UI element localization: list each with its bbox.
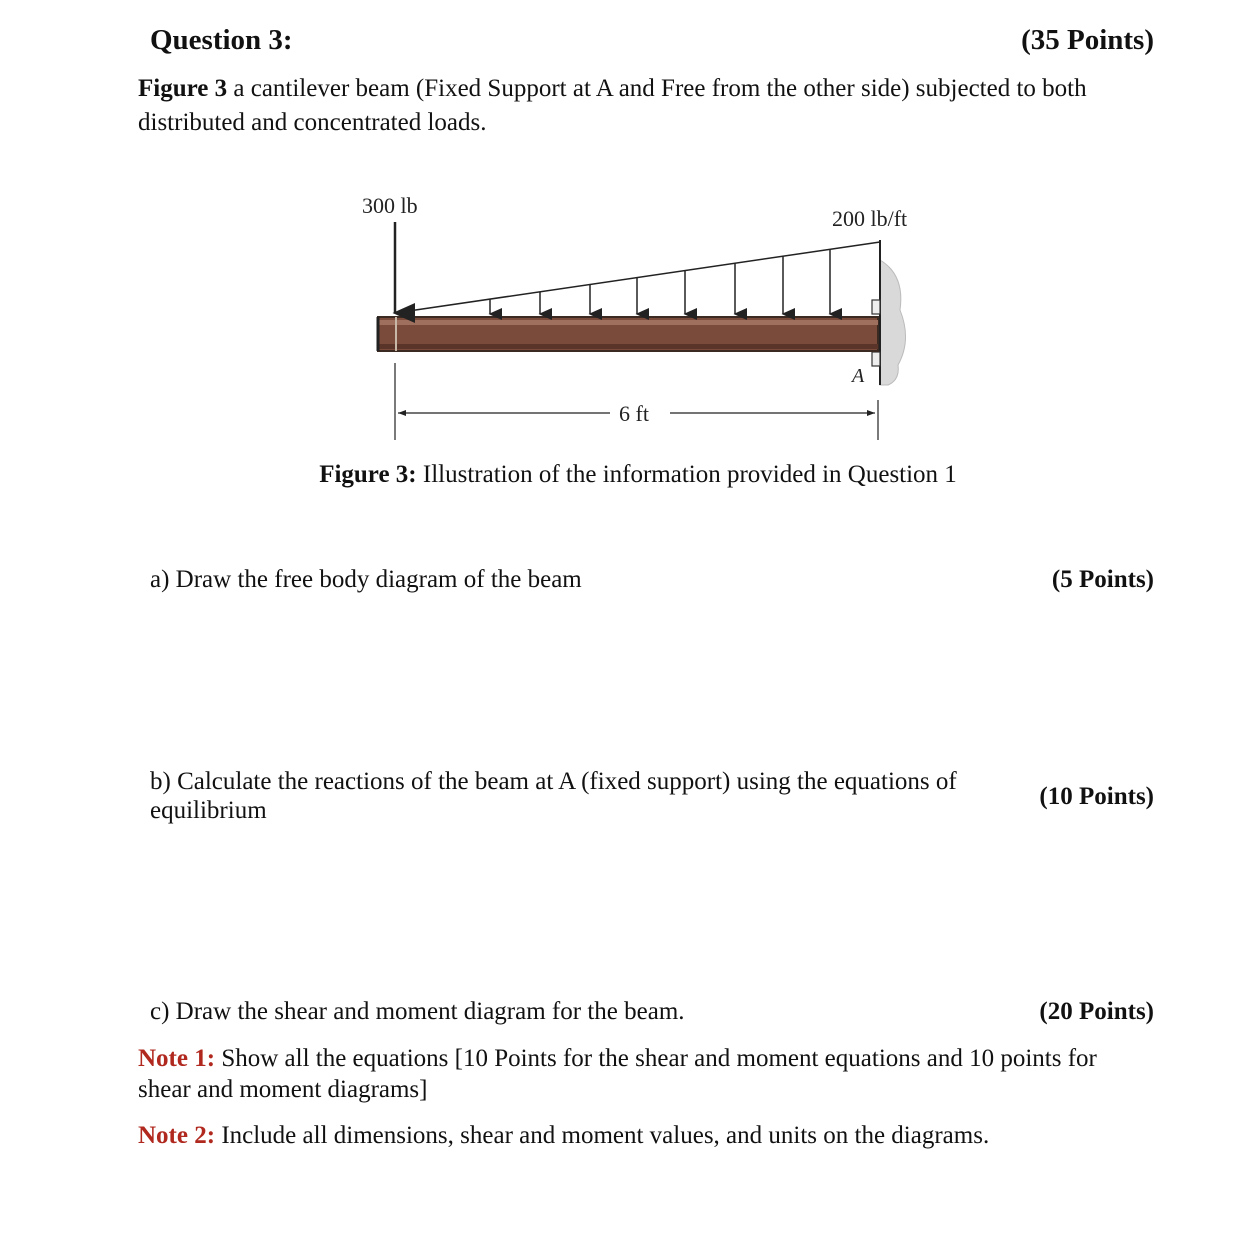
part-b-text-line1: b) Calculate the reactions of the beam at A (fixed support) using the equations of — [150, 768, 957, 795]
part-b-text-line2: equilibrium — [150, 797, 267, 824]
note-1-label: Note 1: — [138, 1045, 216, 1072]
note-2-label: Note 2: — [138, 1122, 216, 1149]
question-title: Question 3: — [150, 24, 293, 56]
caption-figure-ref: Figure 3: — [319, 461, 417, 488]
length-label: 6 ft — [619, 401, 649, 426]
intro-text: a cantilever beam (Fixed Support at A and Free from the other side) subjected to both distributed and concentrated loads. — [138, 75, 1087, 136]
beam — [378, 317, 878, 351]
question-points: (35 Points) — [1021, 24, 1154, 56]
note-1-text: Show all the equations [10 Points for the shear and moment equations and 10 points for shear and moment diagrams] — [138, 1045, 1097, 1103]
point-load-label: 300 lb — [362, 193, 418, 218]
note-1 — [138, 1043, 1148, 1105]
distributed-load — [395, 242, 880, 314]
note-2-text: Include all dimensions, shear and moment values, and units on the diagrams. — [215, 1122, 990, 1149]
note-2 — [138, 1120, 1148, 1151]
question-intro — [138, 72, 1138, 140]
part-c-points: (20 Points) — [1039, 998, 1154, 1025]
beam-figure — [340, 180, 940, 450]
fixed-support-wall — [880, 240, 906, 385]
part-b-points: (10 Points) — [1039, 783, 1154, 810]
support-label-a: A — [852, 365, 865, 387]
intro-figure-ref: Figure 3 — [138, 75, 228, 102]
distributed-load-label: 200 lb/ft — [832, 206, 908, 231]
figure-caption — [0, 461, 1258, 489]
part-a-text: a) Draw the free body diagram of the beam — [150, 566, 582, 593]
part-a-points: (5 Points) — [1051, 566, 1154, 593]
caption-text: Illustration of the information provided in Question 1 — [416, 461, 957, 488]
beam-diagram — [340, 180, 940, 450]
part-c-text: c) Draw the shear and moment diagram for the beam. — [150, 998, 685, 1025]
